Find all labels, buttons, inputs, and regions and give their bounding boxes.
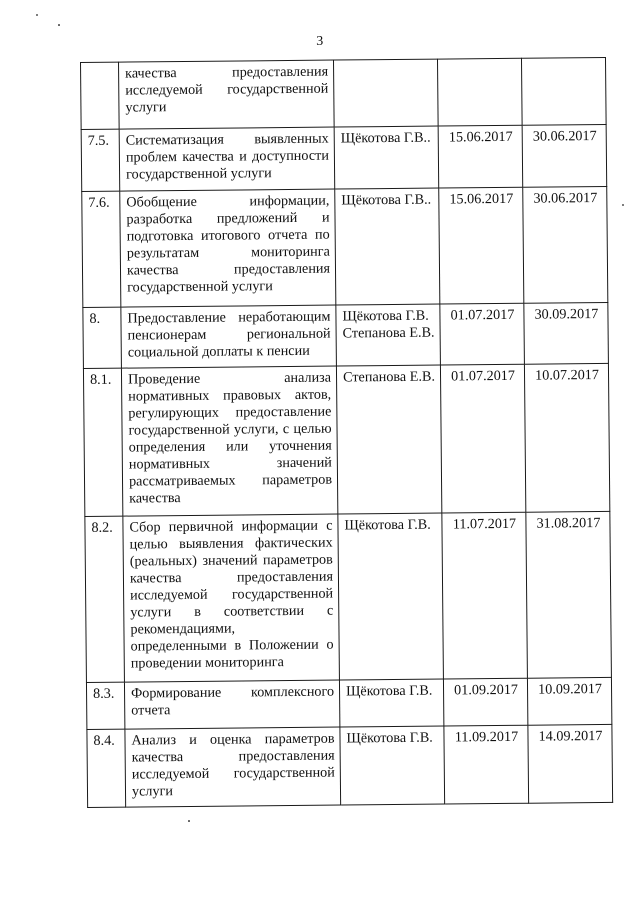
- item-description: Формирование комплексного отчета: [124, 680, 339, 729]
- item-start-date: [437, 58, 522, 126]
- item-description: Обобщение информации, разработка предложений и подготовка итогового отчета по результатам мониторинга качества предоставления государственной услуги: [120, 189, 336, 307]
- item-responsible: [334, 126, 439, 189]
- page-number: 3: [316, 34, 324, 49]
- item-start-date: 11.07.2017: [442, 512, 528, 679]
- table-row: [85, 511, 612, 682]
- item-responsible: [336, 304, 441, 366]
- plan-table-wrapper: [80, 57, 612, 808]
- item-start-date: 01.07.2017: [440, 303, 525, 365]
- table-row: [81, 57, 607, 129]
- item-description: Проведение анализа нормативных правовых актов, регулирующих предоставление государственной услуги, с целью определения или уточнения нормативных значений рассматриваемых параметров качества: [121, 366, 337, 516]
- item-responsible: [340, 726, 445, 805]
- item-number: 8.: [83, 307, 122, 368]
- item-number: 8.3.: [86, 682, 124, 729]
- item-start-date: 11.09.2017: [444, 725, 529, 804]
- item-start-date: 15.06.2017: [439, 187, 524, 304]
- item-number: [81, 62, 120, 129]
- table-row: [81, 124, 607, 191]
- plan-table: [80, 57, 613, 808]
- scan-speck: [36, 14, 38, 16]
- item-responsible: [339, 679, 443, 727]
- item-responsible: [336, 365, 441, 514]
- item-number: 7.6.: [82, 191, 121, 307]
- scan-speck: [58, 24, 60, 26]
- item-end-date: 14.09.2017: [528, 724, 613, 803]
- table-row: [83, 363, 609, 516]
- responsible-person: Щёкотова Г.В.: [346, 729, 433, 747]
- responsible-person: Щёкотова Г.В.: [345, 682, 433, 700]
- scan-speck: [188, 820, 190, 822]
- item-start-date: 01.07.2017: [440, 364, 525, 513]
- item-end-date: 10.07.2017: [524, 363, 609, 512]
- item-responsible: [338, 513, 444, 680]
- responsible-person: Щёкотова Г.В.: [344, 516, 431, 534]
- item-responsible: [333, 59, 438, 127]
- item-description: Сбор первичной информации с целью выявления фактических (реальных) значений параметров качества предоставления исследуемой государственной услуги в соответствии с рекомендациями, определенными в Положении о проведении мониторинга: [123, 514, 340, 682]
- responsible-person: Степанова Е.В.: [342, 324, 435, 342]
- scan-speck: [622, 204, 624, 206]
- table-row: [82, 186, 608, 307]
- table-row: [86, 677, 611, 729]
- item-description: Систематизация выявленных проблем качества и доступности государственной услуги: [119, 127, 335, 191]
- item-end-date: 31.08.2017: [526, 511, 612, 678]
- item-description: Предоставление неработающим пенсионерам региональной социальной доплаты к пенсии: [121, 305, 337, 368]
- item-number: 7.5.: [81, 129, 120, 191]
- item-number: 8.2.: [85, 516, 125, 682]
- responsible-person: Щёкотова Г.В..: [340, 129, 431, 147]
- item-start-date: 15.06.2017: [438, 125, 523, 188]
- responsible-person: Щёкотова Г.В..: [341, 191, 432, 209]
- item-number: 8.4.: [87, 729, 126, 807]
- item-end-date: [521, 57, 606, 125]
- responsible-person: Степанова Е.В.: [342, 368, 436, 386]
- table-row: [87, 724, 613, 807]
- item-responsible: [335, 188, 440, 305]
- item-end-date: 30.06.2017: [522, 124, 607, 187]
- item-end-date: 30.06.2017: [523, 186, 608, 303]
- item-description: качества предоставления исследуемой государственной услуги: [119, 60, 335, 129]
- item-number: 8.1.: [83, 368, 122, 516]
- item-start-date: 01.09.2017: [443, 678, 527, 726]
- item-end-date: 10.09.2017: [527, 677, 611, 725]
- table-row: [83, 302, 609, 368]
- plan-table-body: [81, 57, 613, 807]
- item-description: Анализ и оценка параметров качества предоставления исследуемой государственной услуги: [125, 727, 341, 807]
- responsible-person: Щёкотова Г.В.: [342, 307, 429, 325]
- item-end-date: 30.09.2017: [524, 302, 609, 364]
